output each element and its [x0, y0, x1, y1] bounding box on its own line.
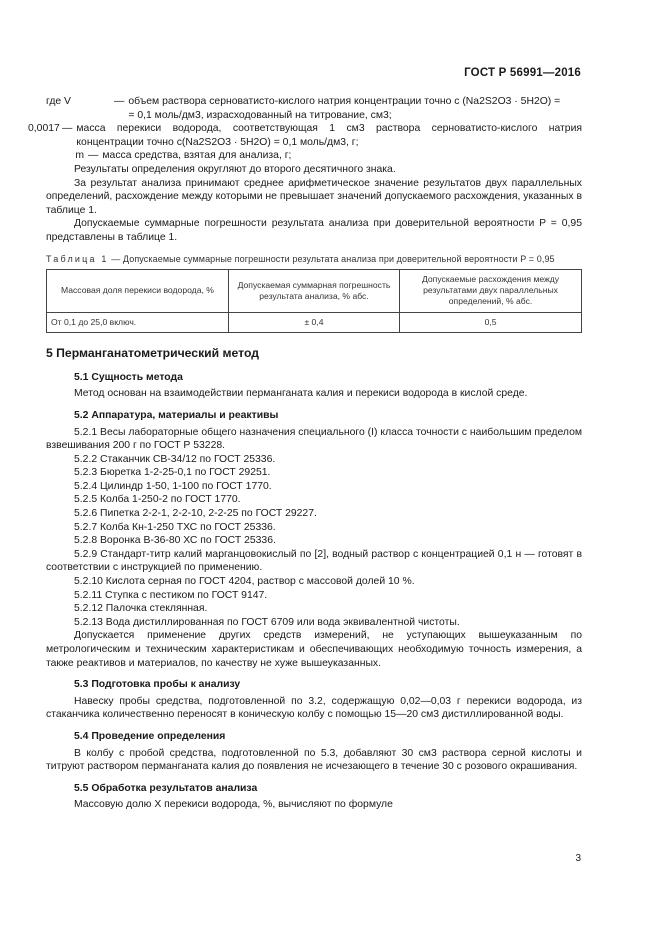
dash: — [88, 150, 99, 162]
subsection-5-1-heading: 5.1 Сущность метода [74, 371, 183, 383]
list-item: 5.2.3 Бюретка 1-2-25-0,1 по ГОСТ 29251. [74, 467, 271, 479]
paragraph-result: За результат анализа принимают среднее арифметическое значение результатов двух параллельных определений, расхождение между которыми не превышает значений допускаемого расхождения, указанных в таблице 1. [46, 177, 582, 216]
dash: — [62, 123, 73, 135]
definition-text: масса средства, взятая для анализа, г; [102, 150, 292, 162]
equipment-note: Допускается применение других средств измерений, не уступающих вышеуказанным по метрологическим и техническим характеристикам и обеспечивающих необходимую точность измерения, а также реактивов и материалов, по качеству не хуже вышеуказанных. [46, 630, 582, 669]
list-item: 5.2.8 Воронка В-36-80 ХС по ГОСТ 25336. [74, 535, 276, 547]
document-body [28, 95, 582, 812]
table-1 [46, 269, 582, 334]
list-item: 5.2.1 Весы лабораторные общего назначения специального (I) класса точности с наибольшим пределом взвешивания 200 г по ГОСТ Р 53228. [46, 426, 582, 452]
table-caption [46, 253, 582, 265]
subsection-5-5-heading: 5.5 Обработка результатов анализа [74, 782, 258, 794]
definition-text [128, 95, 582, 122]
subsection-5-4-text: В колбу с пробой средства, подготовленной по 5.3, добавляют 30 см3 раствора серной кислоты и титруют раствором перманганата калия до появления не исчезающего в течение 30 с розового окрашивания. [46, 747, 582, 773]
definition-v [46, 95, 582, 122]
table-header-row [47, 269, 582, 312]
subsection-5-1-text: Метод основан на взаимодействии перманганата калия и перекиси водорода в кислой среде. [74, 388, 528, 400]
section-5-heading: 5 Перманганатометрический метод [46, 346, 260, 361]
table-cell: ± 0,4 [228, 312, 399, 333]
list-item: 5.2.13 Вода дистиллированная по ГОСТ 6709 или вода эквивалентной чистоты. [74, 616, 460, 628]
list-item: 5.2.2 Стаканчик СВ-34/12 по ГОСТ 25336. [74, 453, 276, 465]
definition-k [28, 122, 582, 149]
list-item: 5.2.6 Пипетка 2-2-1, 2-2-10, 2-2-25 по ГОСТ 29227. [74, 508, 317, 520]
table-cell: 0,5 [400, 312, 582, 333]
list-item: 5.2.4 Цилиндр 1-50, 1-100 по ГОСТ 1770. [74, 480, 272, 492]
table-header-cell: Массовая доля перекиси водорода, % [47, 269, 229, 312]
equipment-list [46, 426, 582, 630]
list-item: 5.2.11 Ступка с пестиком по ГОСТ 9147. [74, 589, 268, 601]
list-item: 5.2.9 Стандарт-титр калий марганцовокислый по [2], водный раствор с концентрацией 0,1 н — готовят в соответствии с инструкцией по применению. [46, 548, 582, 574]
paragraph-error: Допускаемые суммарные погрешности результата анализа при доверительной вероятности P = 0,95 представлены в таблице 1. [46, 218, 582, 243]
subsection-5-3-heading: 5.3 Подготовка пробы к анализу [74, 679, 241, 691]
table-header-cell: Допускаемые расхождения между результатами двух параллельных определений, % абс. [400, 269, 582, 312]
definition-m [46, 149, 582, 163]
rounding-note: Результаты определения округляют до второго десятичного знака. [74, 163, 396, 175]
definition-term: m [75, 150, 84, 162]
list-item: 5.2.12 Палочка стеклянная. [74, 603, 208, 615]
definition-line: = 0,1 моль/дм3, израсходованный на титрование, см3; [128, 109, 392, 121]
table-cell: От 0,1 до 25,0 включ. [47, 312, 229, 333]
definition-term: где V [46, 96, 71, 107]
definition-line: объем раствора серноватисто-кислого натрия концентрации точно c (Na2S2O3 · 5H2O) = [128, 96, 561, 107]
list-item: 5.2.10 Кислота серная по ГОСТ 4204, раствор с массовой долей 10 %. [74, 576, 415, 588]
page-number: 3 [575, 853, 581, 864]
dash: — [114, 96, 125, 107]
subsection-5-4-heading: 5.4 Проведение определения [74, 730, 226, 742]
subsection-5-3-text: Навеску пробы средства, подготовленной по 3.2, содержащую 0,02—0,03 г перекиси водорода, из стаканчика количественно переносят в коническую колбу с помощью 15—20 см3 дистиллированной воды. [46, 695, 582, 721]
table-label: Таблица 1 [46, 253, 109, 264]
dash: — [111, 253, 123, 264]
subsection-5-2-heading: 5.2 Аппаратура, материалы и реактивы [74, 409, 279, 421]
table-caption-text: Допускаемые суммарные погрешности результата анализа при доверительной вероятности P = 0,95 [122, 253, 555, 264]
document-header: ГОСТ Р 56991—2016 [464, 67, 581, 79]
definition-term: 0,0017 [28, 123, 60, 135]
subsection-5-5-text: Массовую долю X перекиси водорода, %, вычисляют по формуле [74, 799, 393, 811]
list-item: 5.2.5 Колба 1-250-2 по ГОСТ 1770. [74, 494, 241, 506]
table-row [47, 312, 582, 333]
list-item: 5.2.7 Колба Кн-1-250 ТХС по ГОСТ 25336. [74, 521, 276, 533]
definition-text: масса перекиси водорода, соответствующая 1 см3 раствора серноватисто-кислого натрия концентрации точно c(Na2S2O3 · 5H2O) = 0,1 моль/дм3, г; [76, 123, 582, 148]
table-header-cell: Допускаемая суммарная погрешность результата анализа, % абс. [228, 269, 399, 312]
